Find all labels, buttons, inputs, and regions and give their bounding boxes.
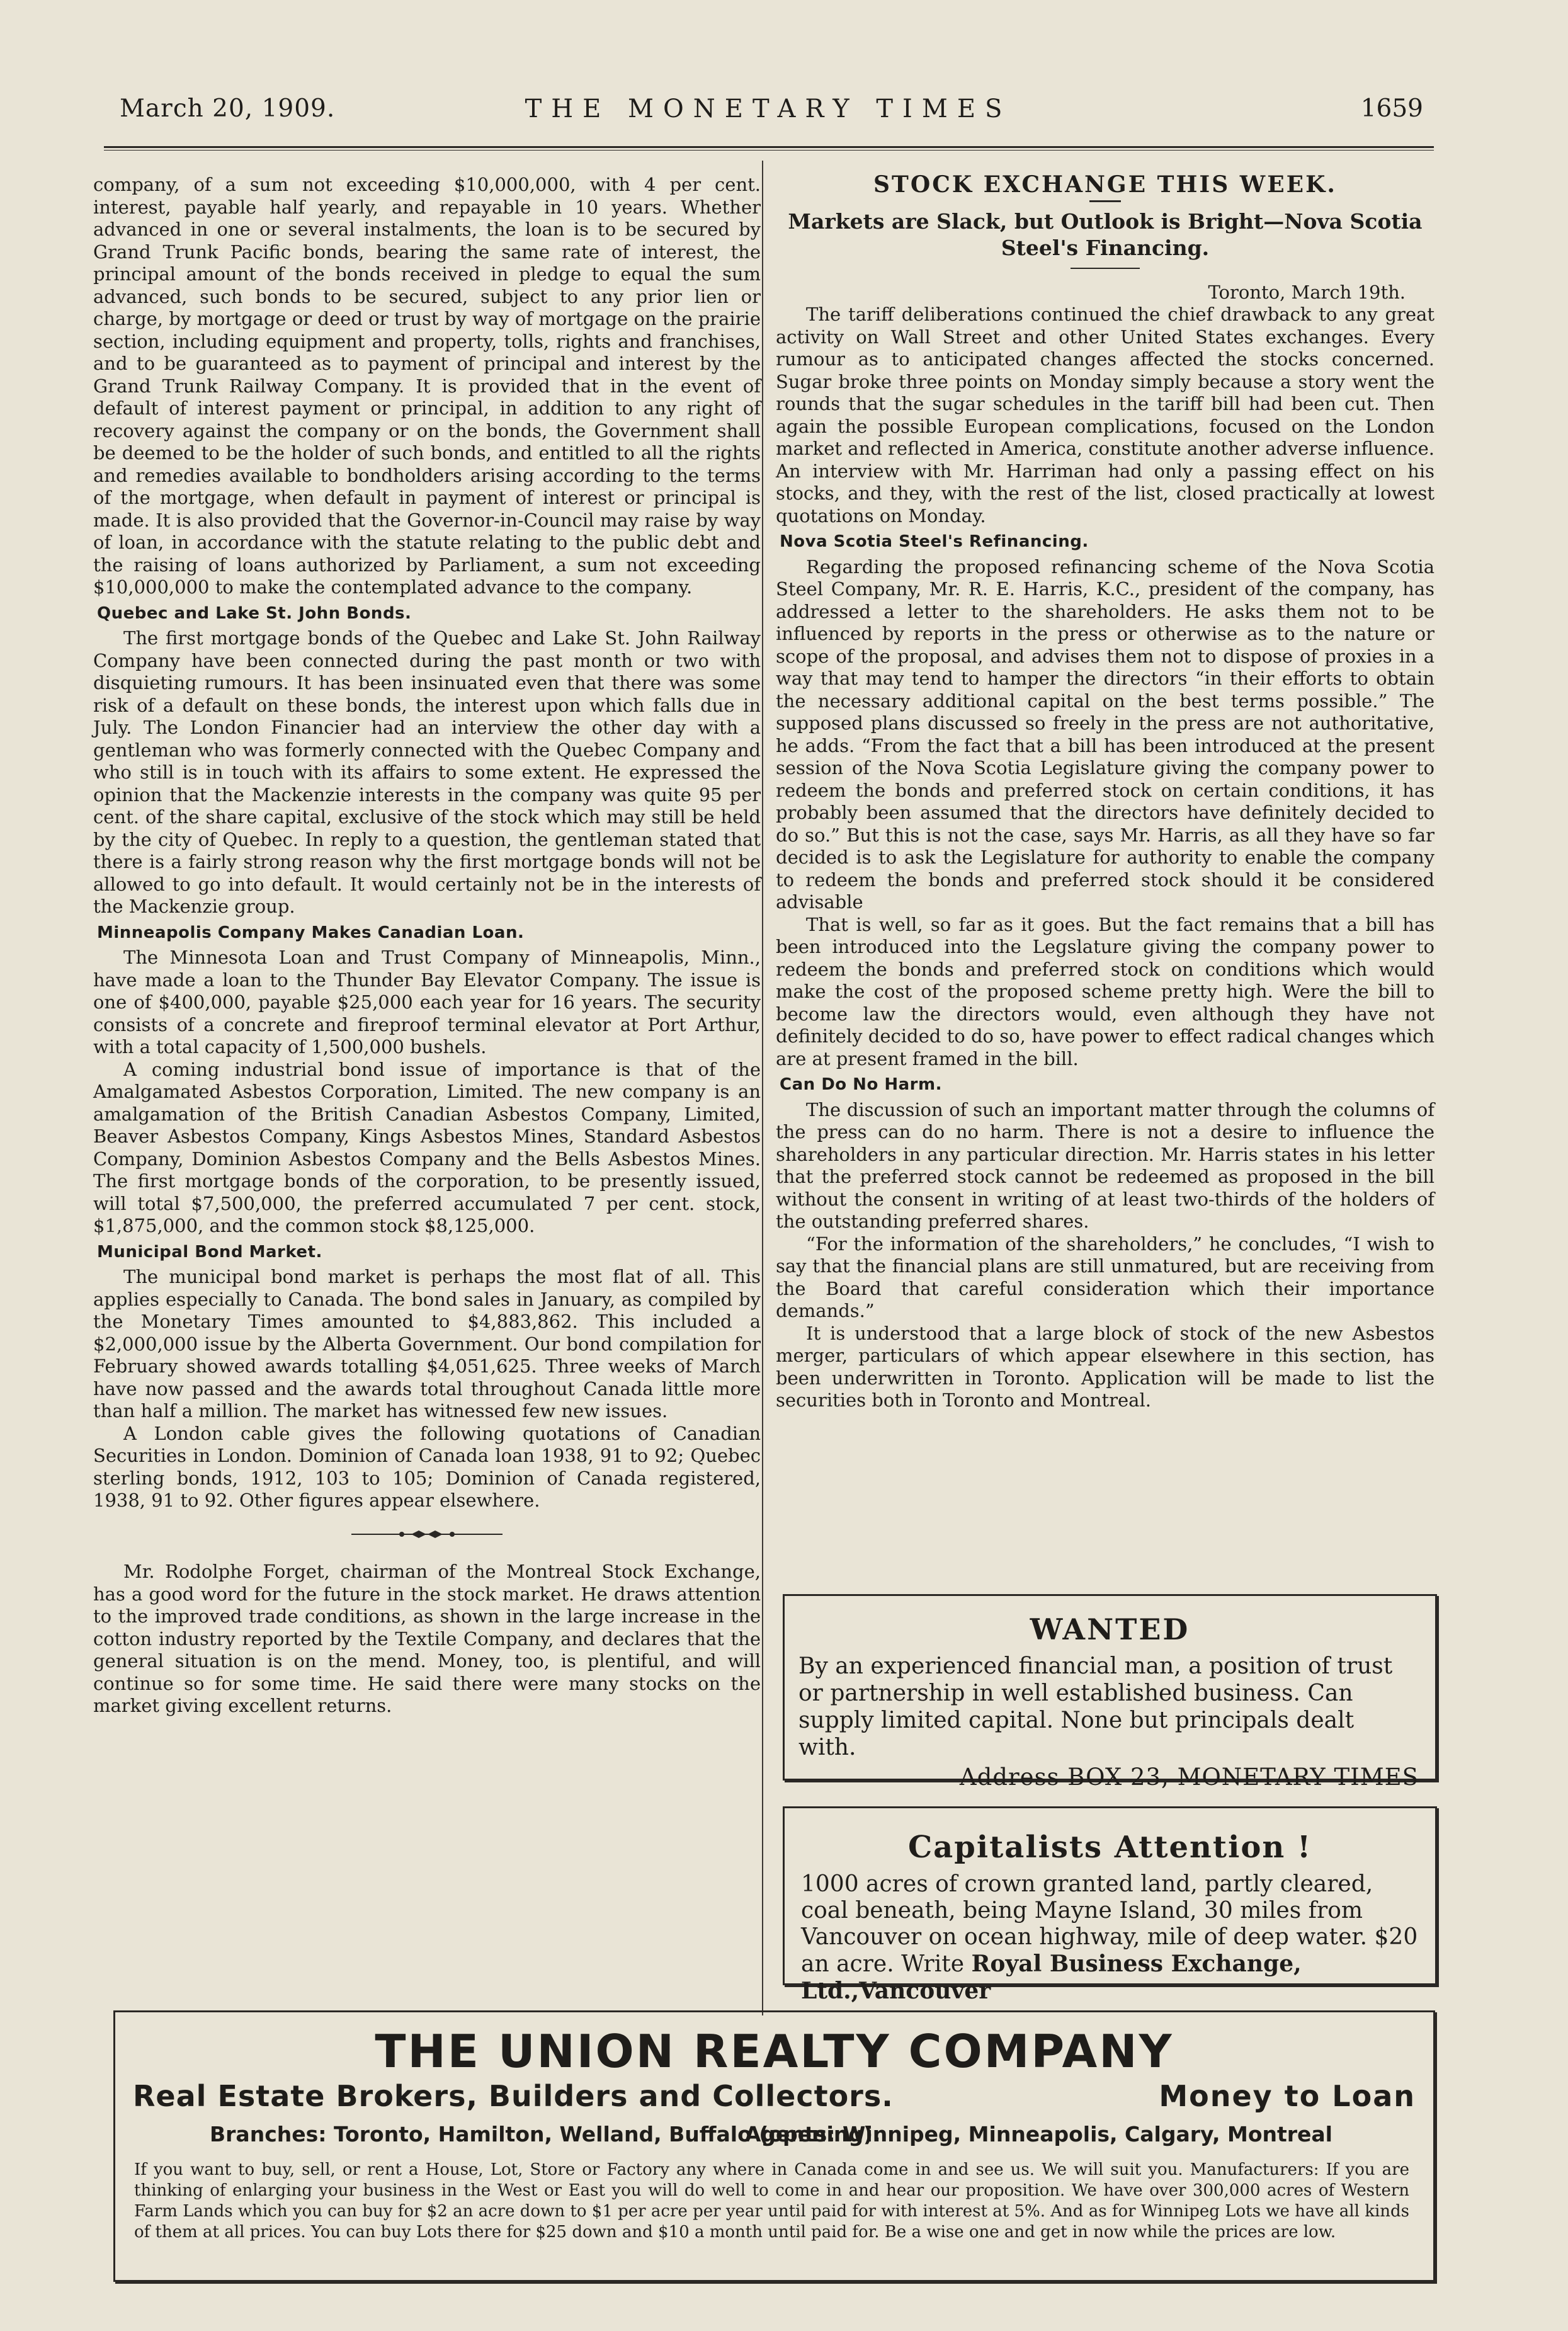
no-harm-text-3: It is understood that a large block of stock of the new Asbestos merger, particulars of which appear elsewhere in this section, has been underwritten in Toronto. Application will be made to list the securities both in Toronto and Montreal. — [776, 1322, 1434, 1411]
subtitle-rule — [1071, 268, 1140, 269]
dateline: Toronto, March 19th. — [1208, 281, 1406, 303]
union-realty-body: If you want to buy, sell, or rent a House, Lot, Store or Factory any where in Canada come in and see us. We will suit you. Manufacturers: If you are thinking of enlarging your business in the West or East you will do well to come in and hear our proposition. We have over 300,000 acres of Western Farm Lands which you can buy for $2 an acre down to $1 per acre per year until paid for with interest at 5%. And as for Winnipeg Lots we have all kinds of them at all prices. You can buy Lots there for $25 down and $10 a month until paid for. Be a wise one and get in now while the prices are low. — [134, 2160, 1409, 2242]
union-realty-agents: Agents: Winnipeg, Minneapolis, Calgary, Montreal — [744, 2122, 1332, 2146]
asbestos-bond-text: A coming industrial bond issue of importance is that of the Amalgamated Asbestos Corporation, Limited. The new company is an amalgamation of the British Canadian Asbestos Company, Limited, Beaver Asbestos Company, Kings Asbestos Mines, Standard Asbestos Company, Dominion Asbestos Company and the Bells Asbestos Mines. The first mortgage bonds of the corporation, to be presently issued, will total $7,500,000, the preferred accumulated 7 per cent. stock, $1,875,000, and the common stock $8,125,000. — [93, 1058, 761, 1236]
nova-scotia-text-1: Regarding the proposed refinancing scheme of the Nova Scotia Steel Company, Mr. R. E. Harris, K.C., president of the company, has addressed a letter to the shareholders. He asks them not to be influenced by reports in the press or otherwise as to the nature or scope of the proposal, and advises them not to dispose of proxies in a way that may tend to hamper the directors “in their efforts to obtain the necessary additional capital on the best terms possible.” The supposed plans discussed so freely in the press are not authoritative, he adds. “From the fact that a bill has been introduced at the present session of the Nova Scotia Legislature giving the company power to redeem the bonds and preferred stock on certain conditions, it has probably been assumed that the directors have definitely decided to do so.” But this is not the case, says Mr. Harris, as all they have so far decided is to ask the Legislature for authority to enable the company to redeem the bonds and preferred stock should it be considered advisable — [776, 556, 1434, 913]
capitalists-firm: Royal Business Exchange, Ltd.,Vancouver — [801, 1951, 1302, 2004]
right-column — [776, 171, 1434, 1412]
column-divider — [762, 161, 763, 2015]
ornament-divider-icon — [351, 1528, 503, 1541]
wanted-ad — [783, 1594, 1437, 1791]
quebec-bonds-heading: Quebec and Lake St. John Bonds. — [97, 603, 412, 623]
publication-title: THE MONETARY TIMES — [525, 94, 1012, 123]
union-realty-money: Money to Loan — [1159, 2079, 1416, 2113]
municipal-bond-text: The municipal bond market is perhaps the most flat of all. This applies especially to Canada. The bond sales in January, as compiled by the Monetary Times amounted to $4,883,862. This included a $2,000,000 issue by the Alberta Government. Our bond compilation for February showed awards totalling $4,051,625. Three weeks of March have now passed and the awards total throughout Canada little more than half a million. The market has witnessed few new issues. — [93, 1266, 761, 1422]
stock-exchange-title: STOCK EXCHANGE THIS WEEK. — [873, 171, 1337, 198]
london-quotations-text: A London cable gives the following quotations of Canadian Securities in London. Dominion of Canada loan 1938, 91 to 92; Quebec sterling bonds, 1912, 103 to 105; Dominion of Canada registered, 1938, 91 to 92. Other figures appear elsewhere. — [93, 1422, 761, 1511]
forget-montreal-text: Mr. Rodolphe Forget, chairman of the Montreal Stock Exchange, has a good word for the future in the stock market. He draws attention to the improved trade conditions, as shown in the large increase in the cotton industry reported by the Textile Company, and declares that the general situation is on the mend. Money, too, is plentiful, and will continue so for some time. He said there were many stocks on the market giving excellent returns. — [93, 1561, 761, 1716]
capitalists-heading: Capitalists Attention ! — [907, 1830, 1312, 1865]
minneapolis-loan-text: The Minnesota Loan and Trust Company of Minneapolis, Minn., have made a loan to the Thunder Bay Elevator Company. The issue is one of $400,000, payable $25,000 each year for 16 years. The security consists of a concrete and fireproof terminal elevator at Port Arthur, with a total capacity of 1,500,000 bushels. — [93, 947, 761, 1057]
nova-scotia-heading: Nova Scotia Steel's Refinancing. — [780, 532, 1089, 551]
union-realty-branches: Branches: Toronto, Hamilton, Welland, Buffalo (opening). — [210, 2122, 881, 2146]
title-dash — [1089, 200, 1121, 202]
union-realty-subheading-row — [115, 2079, 1433, 2119]
no-harm-text-2: “For the information of the shareholders,” he concludes, “I wish to say that the financial plans are still unmatured, but are receiving from the Board that careful consideration which their importance demands.” — [776, 1233, 1434, 1321]
municipal-bond-heading: Municipal Bond Market. — [97, 1242, 322, 1262]
section-ornament — [93, 1524, 761, 1546]
no-harm-text-1: The discussion of such an important matter through the columns of the press can do no harm. There is not a desire to influence the shareholders in any particular direction. Mr. Harris states in his letter that the preferred stock cannot be redeemed as proposed in the bill without the consent in writing of at least two-thirds of the holders of the outstanding preferred shares. — [776, 1098, 1434, 1232]
left-column — [93, 174, 761, 1718]
grand-trunk-loan-text: company, of a sum not exceeding $10,000,000, with 4 per cent. interest, payable half yearly, and repayable in 10 years. Whether advanced in one or several instalments, the loan is to be secured by Grand Trunk Pacific bonds, bearing the same rate of interest, the principal amount of the bonds received in pledge to equal the sum advanced, such bonds to be secured, subject to any prior lien or charge, by mortgage or deed or trust by way of mortgage on the prairie section, including equipment and property, tolls, rights and franchises, and to be guaranteed as to payment of principal and interest by the Grand Trunk Railway Company. It is provided that in the event of default of interest payment or principal, in addition to any right of recovery against the company or on the bonds, the Government shall be deemed to be the holder of such bonds, and entitled to all the rights and remedies available to bondholders arising according to the terms of the mortgage, when default in payment of interest or principal is made. It is also provided that the Governor-in-Council may raise by way of loan, in accordance with the statute relating to the public debt and the raising of loans authorized by Parliament, a sum not exceeding $10,000,000 to make the contemplated advance to the company. — [93, 174, 761, 598]
wanted-body: By an experienced financial man, a position of trust or partnership in well established business. Can supply limited capital. None but principals dealt with. — [798, 1653, 1393, 1760]
capitalists-body: 1000 acres of crown granted land, partly cleared, coal beneath, being Mayne Island, 30 miles from Vancouver on ocean highway, mile of deep water. $20 an acre. Write — [801, 1871, 1418, 1977]
capitalists-ad — [783, 1806, 1437, 2004]
union-realty-heading: THE UNION REALTY COMPANY — [375, 2025, 1174, 2078]
header-rule — [104, 146, 1434, 151]
union-realty-ad — [113, 2010, 1435, 2282]
page-number: 1659 — [1360, 94, 1423, 123]
capitalists-body-wrap — [801, 1871, 1421, 2005]
wanted-address: Address BOX 23, MONETARY TIMES — [959, 1764, 1419, 1791]
running-head — [104, 94, 1433, 132]
quebec-bonds-text: The first mortgage bonds of the Quebec and Lake St. John Railway Company have been connected during the past month or two with disquieting rumours. It has been insinuated even that there was some risk of a default on these bonds, the interest upon which falls due in July. The London Financier had an interview the other day with a gentleman who was formerly connected with the Quebec Company and who still is in touch with its affairs to some extent. He expressed the opinion that the Mackenzie interests in the company was quite 95 per cent. of the share capital, exclusive of the stock which may still be held by the city of Quebec. In reply to a question, the gentleman stated that there is a fairly strong reason why the first mortgage bonds will not be allowed to go into default. It would certainly not be in the interests of the Mackenzie group. — [93, 627, 761, 917]
nova-scotia-text-2: That is well, so far as it goes. But the fact remains that a bill has been introduced into the Legslature giving the company power to redeem the bonds and preferred stock on conditions which would make the cost of the proposed scheme pretty high. Were the bill to become law the directors would, even although they have not definitely decided to do so, have power to effect radical changes which are at present framed in the bill. — [776, 913, 1434, 1069]
issue-date: March 20, 1909. — [120, 94, 336, 123]
no-harm-heading: Can Do No Harm. — [780, 1075, 942, 1094]
tariff-text: The tariff deliberations continued the chief drawback to any great activity on Wall Street and other United States exchanges. Every rumour as to anticipated changes affected the stocks concerned. Sugar broke three points on Monday simply because a story went the rounds that the sugar schedules in the tariff bill had been cut. Then again the possible European complications, focused on the London market and reflected in America, constitute another adverse influence. An interview with Mr. Harriman had only a passing effect on his stocks, and they, with the rest of the list, closed practically at lowest quotations on Monday. — [776, 304, 1434, 527]
union-realty-branches-row — [115, 2119, 1433, 2151]
union-realty-subheading: Real Estate Brokers, Builders and Collectors. — [133, 2079, 894, 2113]
minneapolis-loan-heading: Minneapolis Company Makes Canadian Loan. — [97, 923, 525, 942]
wanted-heading: WANTED — [1030, 1612, 1190, 1646]
stock-exchange-subtitle: Markets are Slack, but Outlook is Bright—Nova Scotia Steel's Financing. — [788, 208, 1423, 260]
